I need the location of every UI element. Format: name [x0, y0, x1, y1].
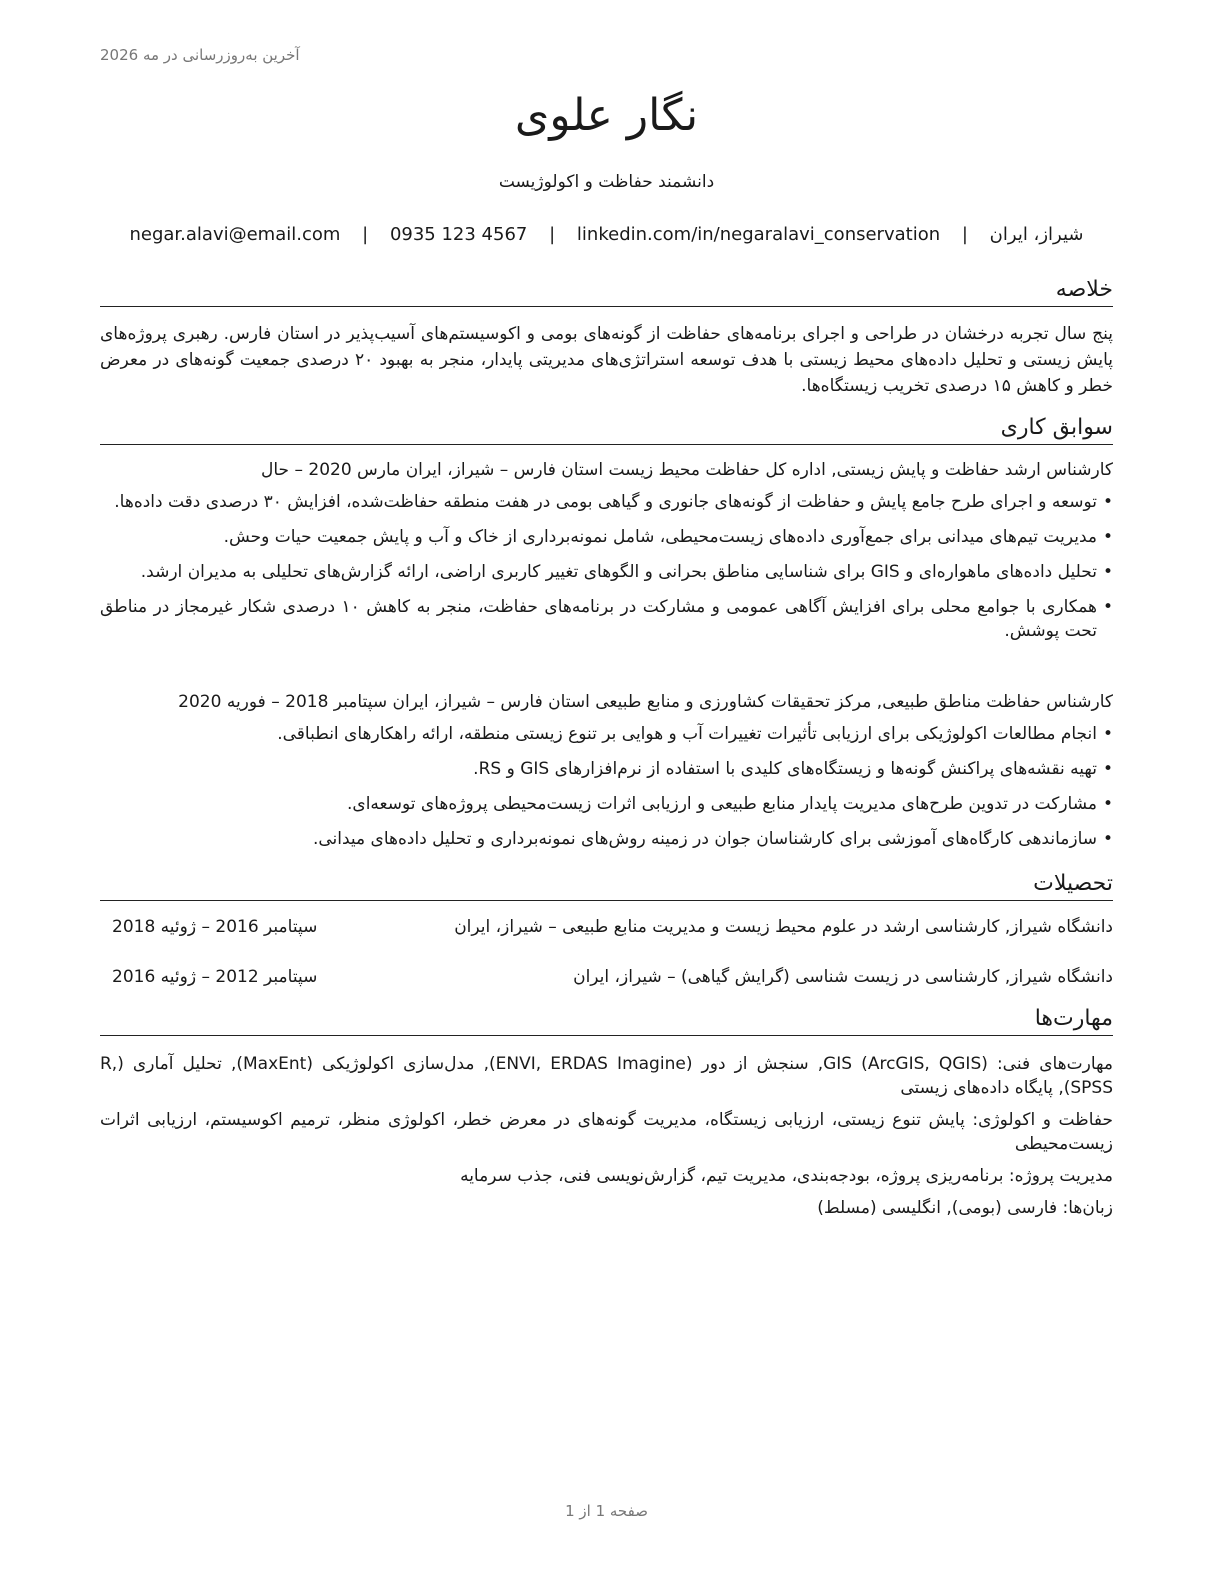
contact-separator: | [362, 224, 369, 245]
candidate-name: نگار علوی [514, 90, 699, 141]
skills-list [100, 1052, 1113, 1228]
contact-location: شیراز، ایران [989, 224, 1084, 245]
candidate-title: دانشمند حفاظت و اکولوژیست [498, 172, 715, 192]
job-bullets [100, 490, 1113, 654]
summary-text: پنج سال تجربه درخشان در طراحی و اجرای برنامه‌های حفاظت از گونه‌های بومی و اکوسیستم‌های آسیب‌پذیر در استان فارس. رهبری پروژه‌های پایش زیستی و تحلیل داده‌های محیط زیستی با هدف توسعه استراتژی‌های مدیریتی پایدار، منجر به بهبود ۲۰ درصدی جمعیت گونه‌های در معرض خطر و کاهش ۱۵ درصدی تخریب زیستگاه‌ها. [100, 324, 1113, 396]
skills-heading: مهارت‌ها [100, 1005, 1113, 1036]
experience-heading: سوابق کاری [100, 414, 1113, 445]
list-item: • توسعه و اجرای طرح جامع پایش و حفاظت از گونه‌های جانوری و گیاهی بومی در هفت منطقه حفاظت‌شده، افزایش ۳۰ درصدی دقت داده‌ها. [100, 490, 1113, 514]
list-item: • تحلیل داده‌های ماهواره‌ای و GIS برای شناسایی مناطق بحرانی و الگوهای تغییر کاربری اراضی، ارائه گزارش‌های تحلیلی به مدیران ارشد. [100, 560, 1113, 584]
last-updated: آخرین به‌روزرسانی در مه 2026 [100, 46, 300, 64]
skills-line: مدیریت پروژه: برنامه‌ریزی پروژه، بودجه‌بندی، مدیریت تیم، گزارش‌نویسی فنی، جذب سرمایه [460, 1166, 1113, 1186]
education-row [100, 965, 1113, 989]
skills-line: مهارت‌های فنی: GIS (ArcGIS, QGIS), سنجش از دور (ENVI, ERDAS Imagine), مدل‌سازی اکولوژیکی (MaxEnt), تحلیل آماری (R, SPSS), پایگاه داده‌های زیستی [100, 1054, 1113, 1098]
education-dates: سپتامبر 2016 – ژوئیه 2018 [112, 917, 318, 937]
education-degree: دانشگاه شیراز, کارشناسی ارشد در علوم محیط زیست و مدیریت منابع طبیعی – شیراز، ایران [454, 917, 1113, 937]
list-item: • همکاری با جوامع محلی برای افزایش آگاهی عمومی و مشارکت در برنامه‌های حفاظت، منجر به کاهش ۱۰ درصدی شکار غیرمجاز در مناطق تحت پوشش. [100, 595, 1113, 643]
page-number: صفحه 1 از 1 [565, 1502, 648, 1520]
skills-line: زبان‌ها: فارسی (بومی), انگلیسی (مسلط) [817, 1198, 1113, 1218]
summary-heading: خلاصه [100, 276, 1113, 307]
job-title: کارشناس حفاظت مناطق طبیعی, مرکز تحقیقات کشاورزی و منابع طبیعی استان فارس – شیراز، ایران سپتامبر 2018 – فوریه 2020 [178, 692, 1113, 712]
contact-separator: | [961, 224, 968, 245]
list-item: • سازماندهی کارگاه‌های آموزشی برای کارشناسان جوان در زمینه روش‌های نمونه‌برداری و تحلیل داده‌های میدانی. [100, 827, 1113, 851]
contact-email[interactable]: negar.alavi@email.com [129, 224, 341, 245]
job-title: کارشناس ارشد حفاظت و پایش زیستی, اداره کل حفاظت محیط زیست استان فارس – شیراز، ایران مارس 2020 – حال [261, 460, 1113, 480]
list-item: • مشارکت در تدوین طرح‌های مدیریت پایدار منابع طبیعی و ارزیابی اثرات زیست‌محیطی پروژه‌های توسعه‌ای. [100, 792, 1113, 816]
contact-line [100, 224, 1113, 245]
list-item: • انجام مطالعات اکولوژیکی برای ارزیابی تأثیرات تغییرات آب و هوایی بر تنوع زیستی منطقه، ارائه راهکارهای انطباقی. [100, 722, 1113, 746]
skills-line: حفاظت و اکولوژی: پایش تنوع زیستی، ارزیابی زیستگاه، مدیریت گونه‌های در معرض خطر، اکولوژی منظر، ترمیم اکوسیستم، ارزیابی اثرات زیست‌محیطی [100, 1110, 1113, 1154]
education-row [100, 915, 1113, 939]
list-item: • مدیریت تیم‌های میدانی برای جمع‌آوری داده‌های زیست‌محیطی، شامل نمونه‌برداری از خاک و آب و پایش جمعیت حیات وحش. [100, 525, 1113, 549]
education-heading: تحصیلات [100, 870, 1113, 901]
contact-linkedin[interactable]: linkedin.com/in/negaralavi_conservation [576, 224, 941, 245]
education-dates: سپتامبر 2012 – ژوئیه 2016 [112, 967, 318, 987]
contact-phone: 0935 123 4567 [389, 224, 528, 245]
resume-page [100, 0, 1113, 1584]
job-bullets [100, 722, 1113, 862]
contact-separator: | [549, 224, 556, 245]
list-item: • تهیه نقشه‌های پراکنش گونه‌ها و زیستگاه‌های کلیدی با استفاده از نرم‌افزارهای GIS و RS. [100, 757, 1113, 781]
education-degree: دانشگاه شیراز, کارشناسی در زیست شناسی (گرایش گیاهی) – شیراز، ایران [573, 967, 1113, 987]
